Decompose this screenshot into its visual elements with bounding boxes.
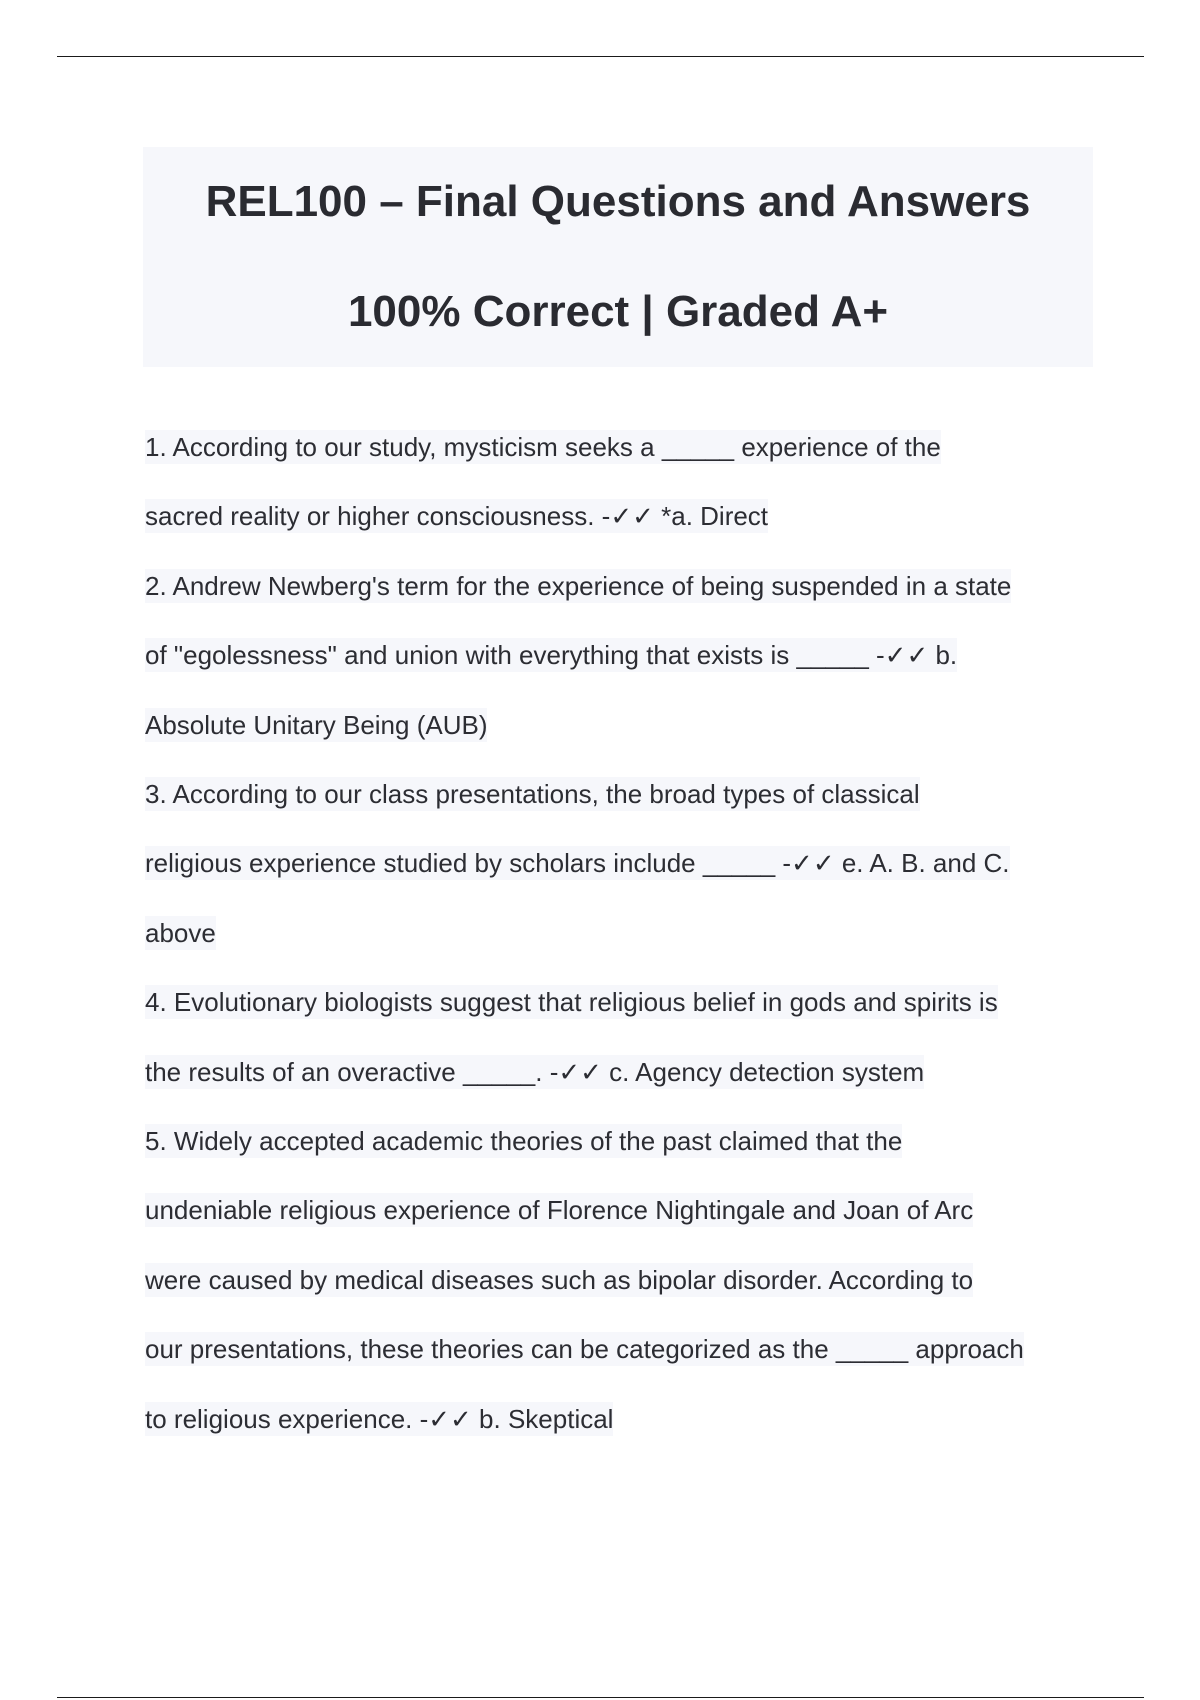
bottom-rule xyxy=(57,1697,1144,1698)
qa-line: Absolute Unitary Being (AUB) xyxy=(145,709,488,740)
qa-line: religious experience studied by scholars include _____ -✓✓ e. A. B. and C. xyxy=(145,848,1010,879)
qa-line: 5. Widely accepted academic theories of the past claimed that the xyxy=(145,1126,903,1157)
qa-line: our presentations, these theories can be categorized as the _____ approach xyxy=(145,1334,1024,1365)
qa-line: 3. According to our class presentations, the broad types of classical xyxy=(145,779,920,810)
qa-line: to religious experience. -✓✓ b. Skeptical xyxy=(145,1403,614,1434)
qa-line: above xyxy=(145,917,216,948)
qa-line: of "egolessness" and union with everything that exists is _____ -✓✓ b. xyxy=(145,640,958,671)
qa-line: the results of an overactive _____. -✓✓ c. Agency detection system xyxy=(145,1056,925,1087)
document-subtitle: 100% Correct | Graded A+ xyxy=(347,287,889,336)
qa-content xyxy=(145,413,1095,1454)
title-block xyxy=(143,147,1093,367)
qa-line: 1. According to our study, mysticism seeks a _____ experience of the xyxy=(145,432,941,462)
qa-line: 4. Evolutionary biologists suggest that religious belief in gods and spirits is xyxy=(145,987,998,1018)
top-rule xyxy=(57,56,1144,57)
qa-line: undeniable religious experience of Florence Nightingale and Joan of Arc xyxy=(145,1195,974,1226)
qa-line: sacred reality or higher consciousness. -✓✓ *a. Direct xyxy=(145,501,769,532)
qa-line: were caused by medical diseases such as bipolar disorder. According to xyxy=(145,1264,974,1295)
document-title: REL100 – Final Questions and Answers xyxy=(205,177,1031,226)
qa-line: 2. Andrew Newberg's term for the experience of being suspended in a state xyxy=(145,570,1012,601)
